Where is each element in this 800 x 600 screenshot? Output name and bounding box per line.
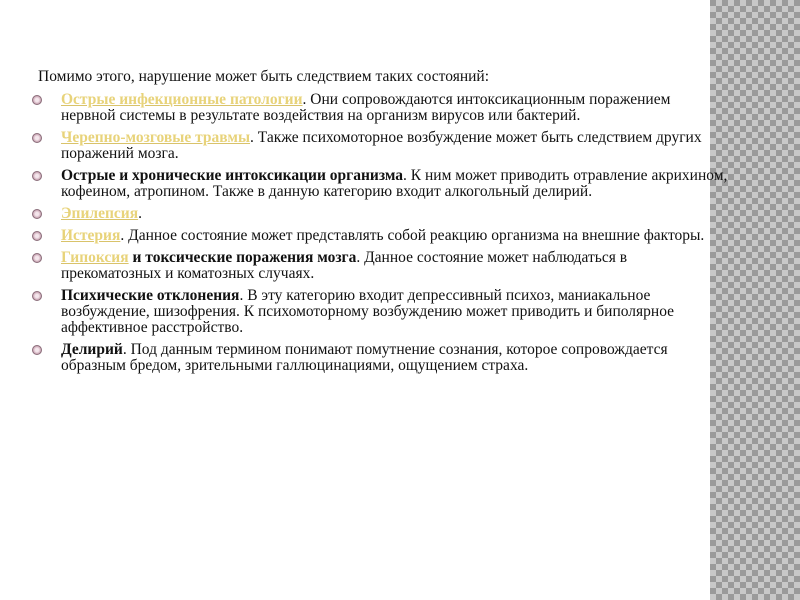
item-text: . <box>138 205 142 222</box>
item-heading: Острые и хронические интоксикации организма <box>61 167 404 184</box>
list-item <box>28 288 728 336</box>
link-brain-trauma[interactable]: Черепно-мозговые травмы <box>61 129 251 146</box>
item-text: . Данное состояние может наблюдаться в прекоматозных и коматозных случаях. <box>61 249 628 282</box>
item-text: . Также психомоторное возбуждение может быть следствием других поражений мозга. <box>61 129 702 162</box>
item-text: . К ним может приводить отравление акрихином, кофеином, атропином. Также в данную категорию входит алкогольный делирий. <box>61 167 728 200</box>
bullet-icon <box>32 171 42 181</box>
list-item <box>28 130 728 162</box>
bullet-icon <box>32 209 42 219</box>
bullet-icon <box>32 253 42 263</box>
bullet-icon <box>32 95 42 105</box>
item-heading: Делирий <box>61 341 123 358</box>
list-item <box>28 228 728 244</box>
list-item <box>28 92 728 124</box>
link-hysteria[interactable]: Истерия <box>61 227 121 244</box>
link-hypoxia[interactable]: Гипоксия <box>61 249 129 266</box>
list-item <box>28 206 728 222</box>
list-item <box>28 342 728 374</box>
link-epilepsy[interactable]: Эпилепсия <box>61 205 139 222</box>
item-text: . Под данным термином понимают помутнение сознания, которое сопровождается образным бредом, зрительными галлюцинациями, ощущением страха. <box>61 341 668 374</box>
slide-content <box>28 68 728 380</box>
intro-text: Помимо этого, нарушение может быть следствием таких состояний: <box>38 68 490 85</box>
bullet-icon <box>32 231 42 241</box>
item-text: . Они сопровождаются интоксикационным поражением нервной системы в результате воздействия на организм вирусов или бактерий. <box>61 91 671 124</box>
list-item <box>28 250 728 282</box>
link-infection[interactable]: Острые инфекционные патологии <box>61 91 303 108</box>
item-text: . Данное состояние может представлять собой реакцию организма на внешние факторы. <box>120 227 705 244</box>
bullet-icon <box>32 133 42 143</box>
list-item <box>28 168 728 200</box>
item-heading: и токсические поражения мозга <box>128 249 357 266</box>
bullet-icon <box>32 345 42 355</box>
bullet-icon <box>32 291 42 301</box>
item-heading: Психические отклонения <box>61 287 240 304</box>
item-text: . В эту категорию входит депрессивный психоз, маниакальное возбуждение, шизофрения. К психомоторному возбуждению может приводить и биполярное аффективное расстройство. <box>61 287 675 336</box>
